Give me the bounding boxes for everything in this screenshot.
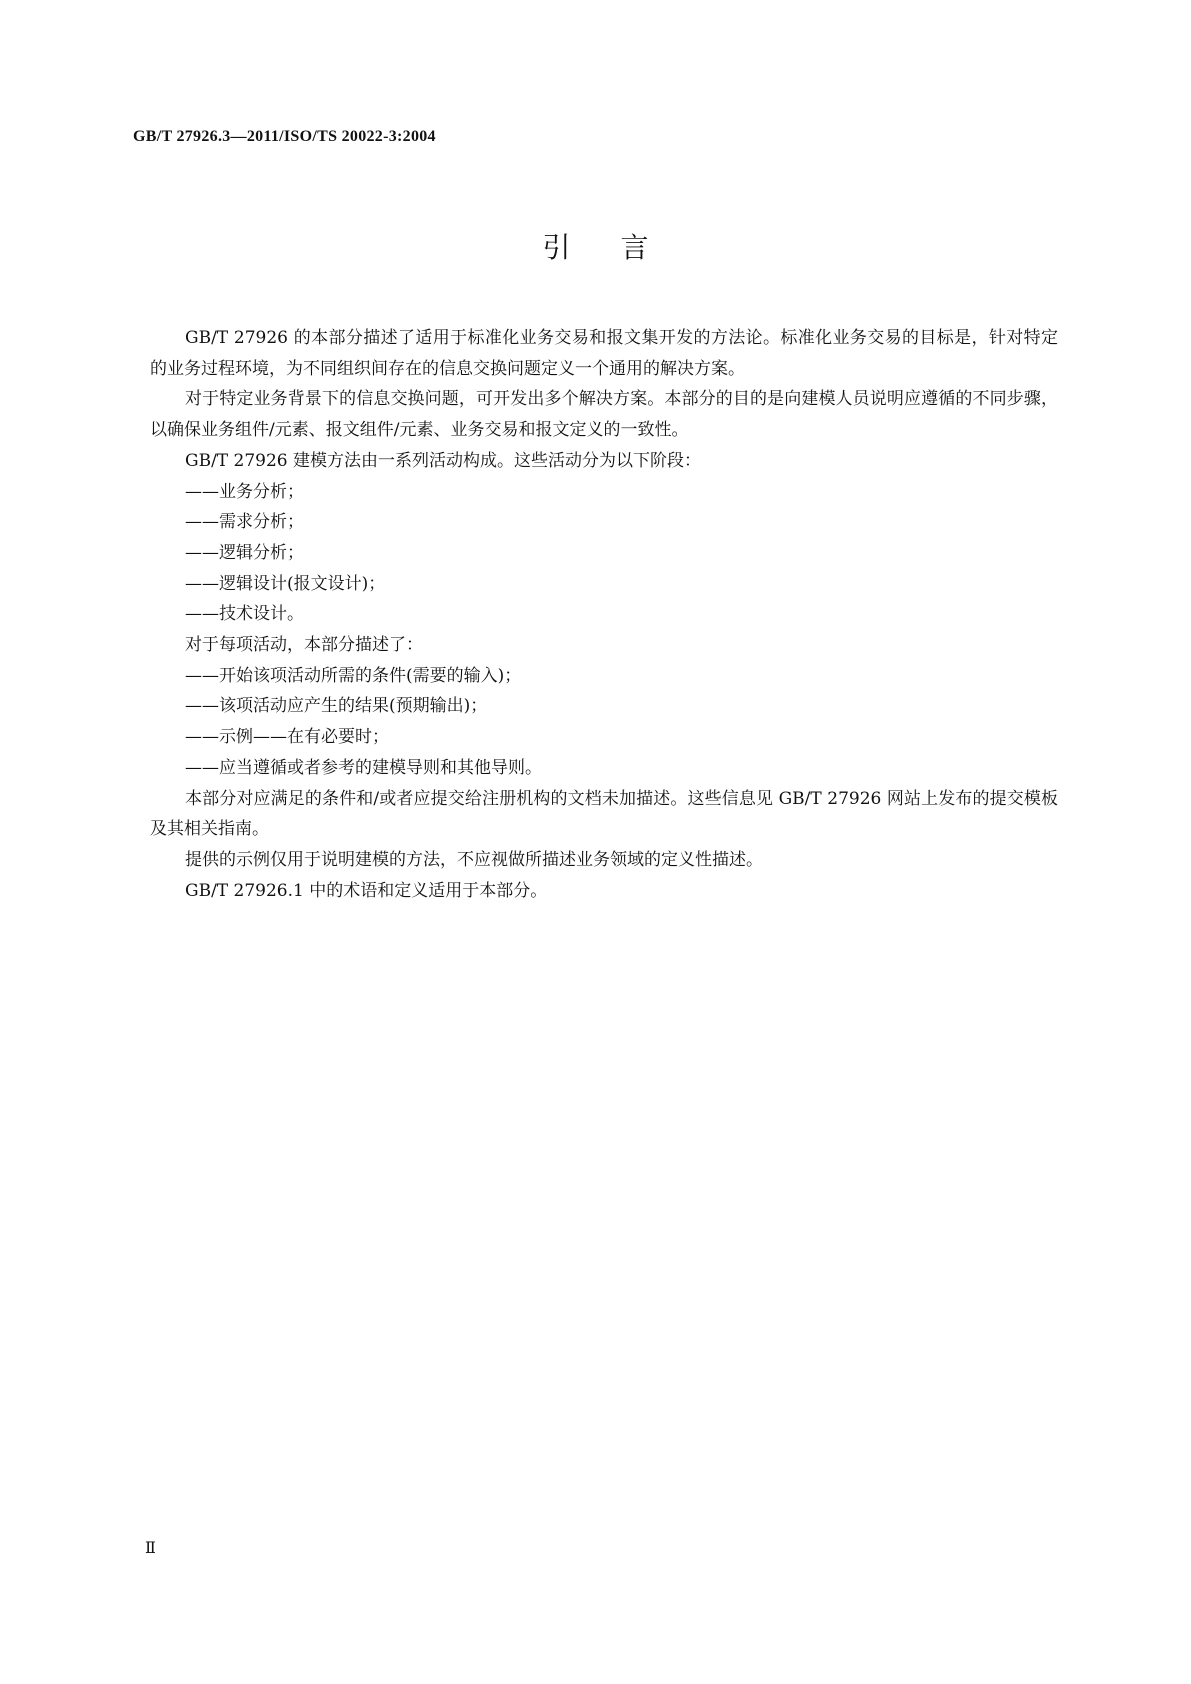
- body-text: [150, 323, 1058, 906]
- paragraph-activity: 对于每项活动，本部分描述了：: [185, 635, 423, 656]
- paragraph-intro: GB/T 27926 的本部分描述了适用于标准化业务交易和报文集开发的方法论。标准化业务交易的目标是，针对特定的业务过程环境，为不同组织间存在的信息交换问题定义一个通用的解决方案。: [150, 328, 1058, 379]
- list-item-phase: ——需求分析；: [185, 512, 304, 533]
- standard-header: GB/T 27926.3—2011/ISO/TS 20022-3:2004: [133, 128, 436, 145]
- list-item-phase: ——业务分析；: [185, 481, 304, 502]
- list-item-activity: ——示例——在有必要时；: [185, 727, 389, 748]
- list-item-activity: ——该项活动应产生的结果(预期输出)；: [185, 696, 488, 717]
- paragraph-terms: GB/T 27926.1 中的术语和定义适用于本部分。: [185, 880, 548, 901]
- list-item-phase: ——逻辑设计(报文设计)；: [185, 573, 386, 594]
- page-number: Ⅱ: [145, 1540, 156, 1557]
- paragraph-purpose: 对于特定业务背景下的信息交换问题，可开发出多个解决方案。本部分的目的是向建模人员说明应遵循的不同步骤，以确保业务组件/元素、报文组件/元素、业务交易和报文定义的一致性。: [150, 389, 1058, 441]
- list-item-phase: ——技术设计。: [185, 604, 304, 625]
- paragraph-method: GB/T 27926 建模方法由一系列活动构成。这些活动分为以下阶段：: [185, 450, 702, 471]
- paragraph-registration: 本部分对应满足的条件和/或者应提交给注册机构的文档未加描述。这些信息见 GB/T 27926 网站上发布的提交模板及其相关指南。: [150, 788, 1058, 840]
- list-item-activity: ——应当遵循或者参考的建模导则和其他导则。: [185, 757, 542, 778]
- paragraph-examples: 提供的示例仅用于说明建模的方法，不应视做所描述业务领域的定义性描述。: [185, 849, 763, 870]
- list-item-activity: ——开始该项活动所需的条件(需要的输入)；: [185, 665, 522, 686]
- section-title: 引言: [542, 231, 699, 264]
- list-item-phase: ——逻辑分析；: [185, 542, 304, 563]
